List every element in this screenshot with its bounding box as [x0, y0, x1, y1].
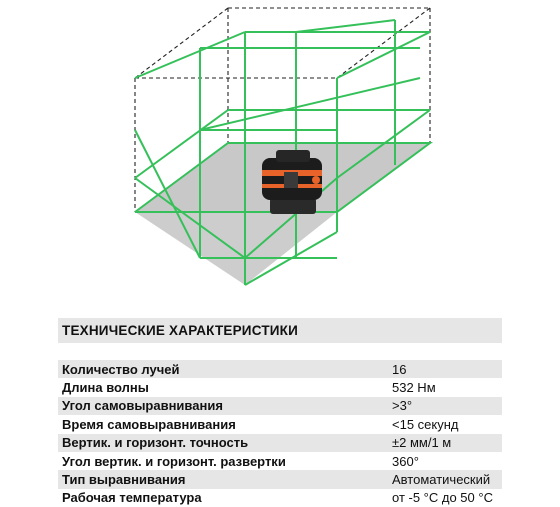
spec-label: Вертик. и горизонт. точность — [62, 435, 249, 451]
spec-label: Угол самовыравнивания — [62, 398, 223, 414]
spec-value: <15 секунд — [392, 416, 459, 432]
table-row — [58, 470, 502, 488]
table-row — [58, 378, 502, 396]
spec-value: Автоматический — [392, 472, 491, 488]
spec-label: Время самовыравнивания — [62, 416, 236, 432]
spec-value: 16 — [392, 361, 407, 377]
spec-label: Количество лучей — [62, 361, 180, 377]
table-row — [58, 360, 502, 378]
table-row — [58, 489, 502, 507]
table-row — [58, 434, 502, 452]
spec-label: Угол вертик. и горизонт. развертки — [62, 453, 286, 469]
spec-label: Длина волны — [62, 380, 149, 396]
spec-label: Рабочая температура — [62, 490, 202, 506]
laser-level-device — [262, 150, 322, 214]
spec-label: Тип выравнивания — [62, 472, 186, 488]
specs-title: ТЕХНИЧЕСКИЕ ХАРАКТЕРИСТИКИ — [62, 323, 299, 338]
table-row — [58, 397, 502, 415]
specs-table — [58, 360, 502, 507]
table-row — [58, 415, 502, 433]
spec-value: ±2 мм/1 м — [392, 435, 452, 451]
table-row — [58, 452, 502, 470]
spec-value: >3° — [392, 398, 413, 414]
spec-value: 360° — [392, 453, 419, 469]
specs-header — [58, 318, 502, 343]
spec-value: 532 Нм — [392, 380, 436, 396]
spec-value: от -5 °С до 50 °С — [392, 490, 493, 506]
